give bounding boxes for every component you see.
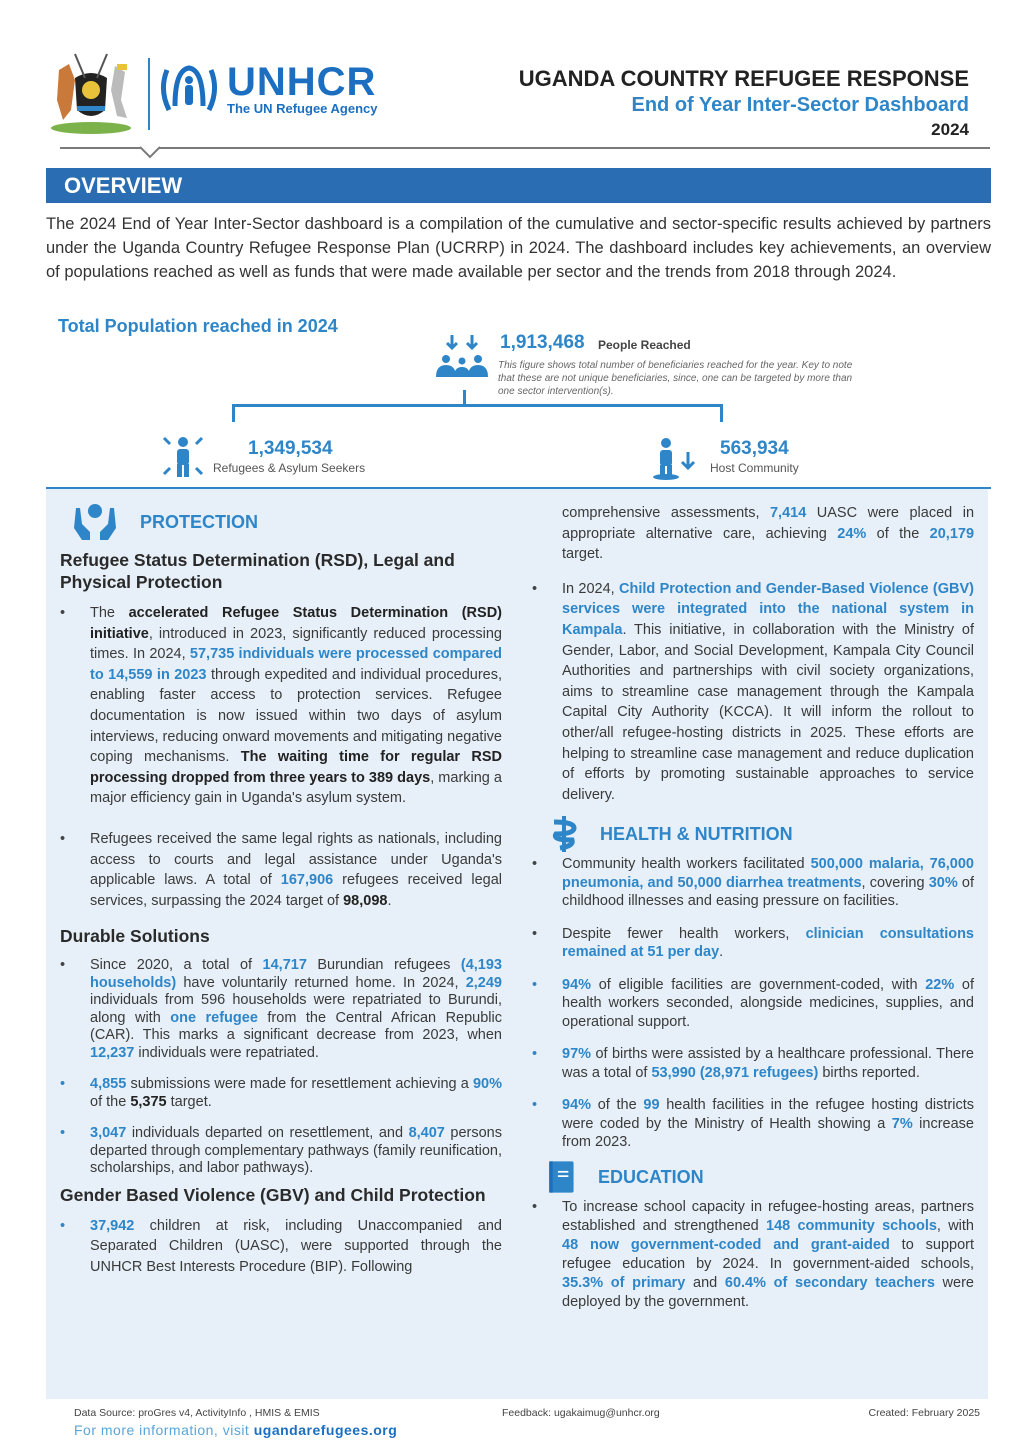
more-info: For more information, visit ugandarefugees.org (74, 1422, 398, 1438)
durable-solutions-heading: Durable Solutions (60, 926, 210, 947)
total-reached-label: People Reached (598, 338, 691, 352)
header-divider (60, 147, 990, 149)
tree-connector (232, 404, 235, 422)
list-item: • 37,942 children at risk, including Unaccompanied and Separated Children (UASC), were supported through the UNHCR Best Interests Procedure (BIP). Following (60, 1216, 502, 1278)
sector-panel (46, 489, 988, 1399)
list-item: • To increase school capacity in refugee-hosting areas, partners established and strengthened 148 community schools, with 48 now government-coded and grant-aided to support refugee education by 2024. In government-aided schools, 35.3% of primary and 60.4% of secondary teachers were deployed by the government. (532, 1198, 974, 1312)
gbv-continued: comprehensive assessments, 7,414 UASC were placed in appropriate alternative care, achieving 24% of the 20,179 target. (562, 505, 975, 563)
list-item: • Refugees received the same legal rights as nationals, including access to courts and legal assistance under Uganda's applicable laws. A total of 167,906 refugees received legal services, surpassing the 2024 target of 98,098. (60, 829, 502, 911)
overview-heading: OVERVIEW (64, 173, 183, 198)
list-item: • 3,047 individuals departed on resettlement, and 8,407 persons departed through complementary pathways (family reunification, scholarships, and labor pathways). (60, 1125, 502, 1178)
education-book-icon (544, 1157, 584, 1197)
tree-connector (232, 404, 723, 407)
refugees-label: Refugees & Asylum Seekers (213, 461, 366, 475)
feedback-email[interactable]: Feedback: ugakaimug@unhcr.org (502, 1407, 660, 1419)
durable-solutions-list (60, 957, 502, 1178)
list-item: • Since 2020, a total of 14,717 Burundian refugees (4,193 households) have voluntarily returned home. In 2024, 2,249 individuals from 596 households were repatriated to Burundi, along with one refugee from the Central African Republic (CAR). This marks a significant decrease from 2023, when 12,237 individuals were repatriated. (60, 957, 502, 1062)
rsd-list (60, 603, 502, 911)
education-list (532, 1198, 974, 1312)
gbv-heading: Gender Based Violence (GBV) and Child Protection (60, 1184, 486, 1205)
list-item: • In 2024, Child Protection and Gender-Based Violence (GBV) services were integrated into the national system in Kampala. This initiative, in collaboration with the Ministry of Gender, Labor, and Social Development, Kampala City Council Authorities and partnerships with civil society organizations, aims to streamline case management through the Kampala Capital City Authority (KCCA). It will inform the rollout to other/all refugee-hosting districts in 2025. These efforts are helping to streamline case management and reduce duplication of efforts by promoting sustainable approaches to service delivery. (532, 579, 974, 806)
rsd-heading: Refugee Status Determination (RSD), Legal and Physical Protection (60, 550, 455, 592)
health-header (532, 813, 974, 855)
unhcr-emblem-icon (157, 62, 221, 118)
overview-intro: The 2024 End of Year Inter-Sector dashboard is a compilation of the cumulative and sector-specific results achieved by partners under the Uganda Country Refugee Response Plan (UCRRP) in 2024. The dashboard includes key achievements, an overview of populations reached as well as funds that were made available per sector and the trends from 2018 through 2024. (46, 215, 991, 281)
total-reached-value: 1,913,468 (500, 332, 585, 353)
list-item: • 94% of the 99 health facilities in the refugee hosting districts were coded by the Ministry of Health showing a 7% increase from 2023. (532, 1096, 974, 1152)
health-caduceus-icon (544, 814, 590, 854)
refugee-person-icon (160, 434, 206, 478)
protection-hands-icon (72, 502, 118, 542)
list-item: • Despite fewer health workers, clinician consultations remained at 51 per day. (532, 925, 974, 962)
org-tagline: The UN Refugee Agency (227, 101, 378, 116)
protection-title: PROTECTION (140, 511, 259, 532)
refugees-value: 1,349,534 (248, 438, 333, 459)
gbv-list-continued (532, 579, 974, 806)
header (45, 48, 991, 148)
list-item: • 94% of eligible facilities are government-coded, with 22% of health workers seconded, alongside medicines, supplies, and operational support. (532, 976, 974, 1032)
title-block (519, 66, 969, 142)
list-item: • Community health workers facilitated 500,000 malaria, 76,000 pneumonia, and 50,000 diarrhea treatments, covering 30% of childhood illnesses and easing pressure on facilities. (532, 855, 974, 911)
list-item: • 97% of births were assisted by a healthcare professional. There was a total of 53,990 (28,971 refugees) births reported. (532, 1045, 974, 1082)
website-link[interactable]: ugandarefugees.org (253, 1422, 398, 1438)
page-subtitle: End of Year Inter-Sector Dashboard (631, 94, 969, 116)
total-reached-note: This figure shows total number of beneficiaries reached for the year. Key to note that these are not unique beneficiaries, since, one can be targeted by more than one sector intervention(s). (498, 360, 853, 397)
protection-header (60, 501, 502, 543)
chevron-down-icon (140, 145, 160, 165)
list-item: • 4,855 submissions were made for resettlement achieving a 90% of the 5,375 target. (60, 1076, 502, 1111)
list-item: • The accelerated Refugee Status Determination (RSD) initiative, introduced in 2023, significantly reduced processing times. In 2024, 57,735 individuals were processed compared to 14,559 in 2023 through expedited and individual procedures, enabling faster access to protection services. Refugee documentation is now issued within two days of asylum interviews, reducing onward movements and mitigating negative coping mechanisms. The waiting time for regular RSD processing dropped from three years to 389 days, marking a major efficiency gain in Uganda's asylum system. (60, 603, 502, 809)
host-community-label: Host Community (710, 461, 799, 475)
left-column (60, 501, 502, 1292)
overview-heading-bar (46, 168, 991, 203)
page-year: 2024 (931, 120, 969, 139)
tree-connector (720, 404, 723, 422)
health-list (532, 855, 974, 1152)
host-community-value: 563,934 (720, 438, 789, 459)
logo-divider (148, 58, 150, 130)
page-title: UGANDA COUNTRY REFUGEE RESPONSE (518, 66, 969, 91)
org-name: UNHCR (227, 60, 377, 104)
host-community-icon (652, 436, 700, 480)
population-title: Total Population reached in 2024 (58, 316, 338, 336)
gbv-list (60, 1216, 502, 1278)
health-title: HEALTH & NUTRITION (600, 824, 793, 845)
unhcr-logo (157, 62, 378, 118)
people-reached-icon (432, 333, 494, 385)
education-header (532, 1156, 974, 1198)
uganda-coat-of-arms-icon (45, 50, 137, 134)
right-column (532, 503, 974, 1326)
created-date: Created: February 2025 (868, 1407, 980, 1419)
education-title: EDUCATION (598, 1166, 704, 1187)
data-source: Data Source: proGres v4, ActivityInfo , HMIS & EMIS (74, 1407, 320, 1419)
